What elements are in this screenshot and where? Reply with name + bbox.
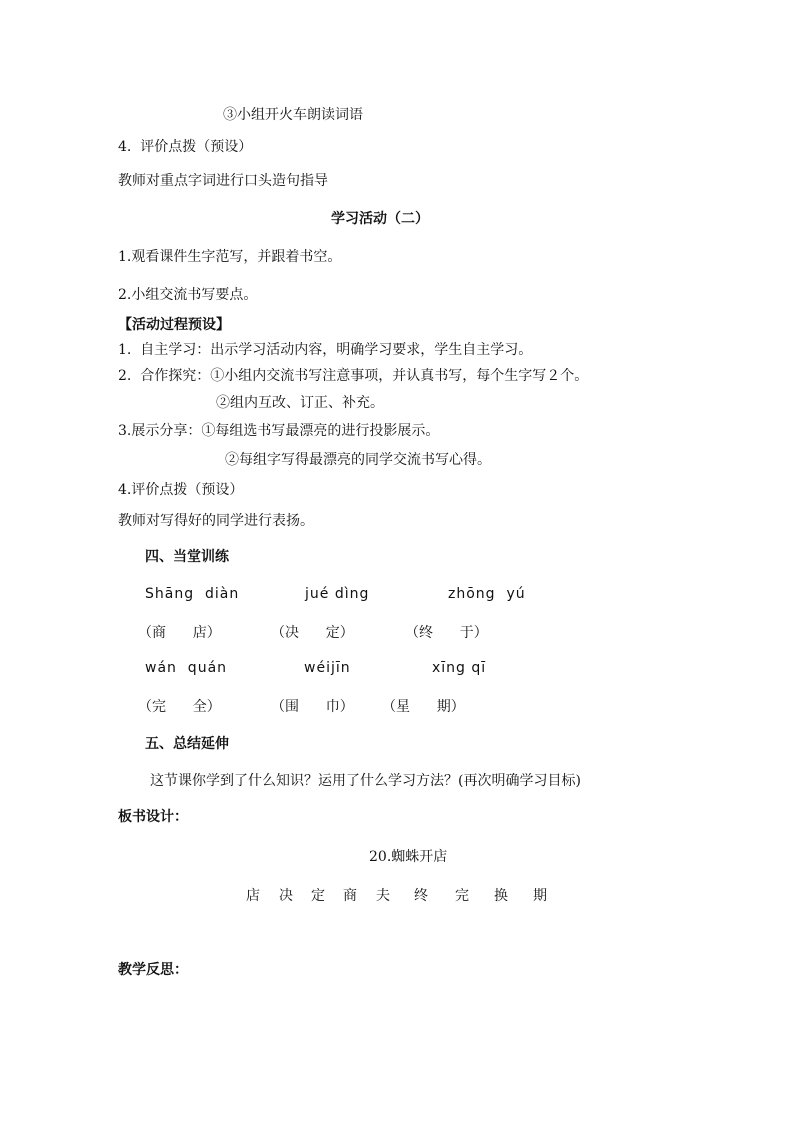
pinyin-weijin: wéijīn — [304, 660, 351, 676]
reflection-heading: 教学反思： — [118, 962, 188, 978]
pinyin-zhongyu: zhōng yú — [448, 586, 526, 602]
pinyin-jueding: jué dìng — [305, 586, 370, 602]
activity-2-item-1: 1.观看课件生字范写，并跟着书空。 — [118, 249, 342, 265]
board-word: 终 — [414, 888, 428, 904]
board-word: 决 — [279, 888, 293, 904]
section-5-heading: 五、总结延伸 — [145, 736, 229, 752]
evaluation-title-1: 4. 评价点拨（预设） — [118, 139, 253, 155]
answer-jueding: （决 定） — [271, 625, 354, 641]
process-heading: 【活动过程预设】 — [118, 317, 230, 333]
section-4-heading: 四、当堂训练 — [145, 549, 229, 565]
answer-zhongyu: （终 于） — [405, 625, 488, 641]
pinyin-shangdian: Shāng diàn — [145, 586, 240, 602]
evaluation-title-2: 4.评价点拨（预设） — [118, 482, 244, 498]
process-step-2: 2. 合作探究：①小组内交流书写注意事项，并认真书写，每个生字写２个。 — [118, 368, 589, 384]
answer-xingqi: （星 期） — [382, 699, 465, 715]
board-design-heading: 板书设计： — [118, 809, 188, 825]
evaluation-body-1: 教师对重点字词进行口头造句指导 — [118, 173, 328, 189]
board-word: 期 — [533, 888, 547, 904]
pinyin-xingqi: xīng qī — [432, 660, 487, 676]
activity-2-item-2: 2.小组交流书写要点。 — [118, 287, 258, 303]
activity-2-heading: 学习活动（二） — [331, 211, 429, 227]
board-word: 完 — [455, 888, 469, 904]
evaluation-body-2: 教师对写得好的同学进行表扬。 — [118, 513, 314, 529]
board-word: 店 — [246, 888, 260, 904]
board-word: 定 — [311, 888, 325, 904]
board-word: 夫 — [376, 888, 390, 904]
process-step-3: 3.展示分享：①每组选书写最漂亮的进行投影展示。 — [118, 423, 440, 439]
train-read-line: ③小组开火车朗读词语 — [223, 107, 363, 123]
process-step-1: 1. 自主学习：出示学习活动内容，明确学习要求，学生自主学习。 — [118, 342, 533, 358]
board-word: 商 — [343, 888, 357, 904]
pinyin-wanquan: wán quán — [145, 660, 228, 676]
process-step-3b: ②每组字写得最漂亮的同学交流书写心得。 — [225, 452, 491, 468]
process-step-2b: ②组内互改、订正、补充。 — [216, 395, 384, 411]
section-5-body: 这节课你学到了什么知识？运用了什么学习方法？(再次明确学习目标) — [150, 773, 581, 789]
answer-weijin: （围 巾） — [271, 699, 354, 715]
board-word: 换 — [494, 888, 508, 904]
answer-wanquan: （完 全） — [138, 699, 221, 715]
board-lesson-title: 20.蜘蛛开店 — [369, 849, 448, 865]
answer-shangdian: （商 店） — [138, 625, 221, 641]
